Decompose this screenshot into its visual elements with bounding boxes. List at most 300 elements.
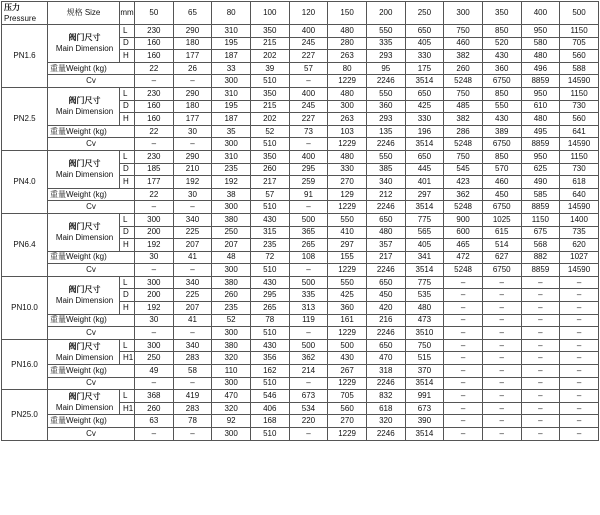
dimension-value-cell: 207: [173, 239, 212, 252]
dimension-value-cell: –: [560, 276, 599, 289]
weight-value-cell: 162: [250, 365, 289, 378]
dimension-value-cell: 335: [289, 289, 328, 302]
dimension-value-cell: 675: [521, 226, 560, 239]
main-dimension-label-en: Main Dimension: [55, 107, 114, 117]
weight-value-cell: 196: [405, 125, 444, 138]
size-header: 规格 Size: [48, 2, 120, 25]
cv-value-cell: 2246: [366, 138, 405, 151]
dimension-row: [2, 87, 599, 100]
weight-value-cell: 48: [212, 251, 251, 264]
main-dimension-label: [48, 276, 120, 314]
size-col-header: 150: [328, 2, 367, 25]
dimension-value-cell: 750: [444, 150, 483, 163]
dimension-value-cell: 380: [212, 339, 251, 352]
cv-value-cell: –: [521, 327, 560, 340]
cv-value-cell: –: [135, 327, 174, 340]
dimension-value-cell: 192: [135, 239, 174, 252]
dimension-code-cell: L: [120, 150, 135, 163]
dimension-code-cell: D: [120, 226, 135, 239]
cv-value-cell: 5248: [444, 201, 483, 214]
dimension-value-cell: 620: [560, 239, 599, 252]
dimension-value-cell: 192: [135, 302, 174, 315]
dimension-code-cell: H: [120, 239, 135, 252]
dimension-value-cell: 330: [405, 113, 444, 126]
dimension-value-cell: 775: [405, 276, 444, 289]
weight-value-cell: 22: [135, 188, 174, 201]
main-dimension-label-cn: 阀门尺寸: [68, 392, 101, 402]
main-dimension-label: [48, 339, 120, 364]
dimension-value-cell: 380: [212, 276, 251, 289]
dimension-value-cell: 445: [405, 163, 444, 176]
cv-value-cell: –: [135, 201, 174, 214]
cv-value-cell: 300: [212, 377, 251, 390]
weight-value-cell: 35: [212, 125, 251, 138]
dimension-value-cell: 177: [135, 176, 174, 189]
dimension-value-cell: 270: [328, 176, 367, 189]
dimension-value-cell: 650: [366, 276, 405, 289]
dimension-value-cell: 200: [135, 289, 174, 302]
dimension-code-cell: D: [120, 289, 135, 302]
dimension-value-cell: 210: [173, 163, 212, 176]
dimension-value-cell: 350: [250, 87, 289, 100]
dimension-value-cell: 405: [405, 37, 444, 50]
dimension-value-cell: 207: [212, 239, 251, 252]
dimension-value-cell: 425: [405, 100, 444, 113]
cv-value-cell: 3514: [405, 75, 444, 88]
cv-label: Cv: [48, 75, 135, 88]
dimension-value-cell: 320: [212, 402, 251, 415]
dimension-value-cell: 202: [250, 113, 289, 126]
size-col-header: 300: [444, 2, 483, 25]
dimension-value-cell: 283: [173, 402, 212, 415]
dimension-value-cell: 245: [289, 37, 328, 50]
weight-value-cell: 627: [482, 251, 521, 264]
dimension-code-cell: L: [120, 213, 135, 226]
cv-value-cell: 510: [250, 75, 289, 88]
weight-value-cell: –: [444, 415, 483, 428]
size-col-header: 200: [366, 2, 405, 25]
weight-value-cell: 168: [250, 415, 289, 428]
dimension-value-cell: 568: [521, 239, 560, 252]
dimension-value-cell: 192: [212, 176, 251, 189]
cv-value-cell: 300: [212, 327, 251, 340]
weight-value-cell: 103: [328, 125, 367, 138]
dimension-value-cell: 520: [482, 37, 521, 50]
pressure-header-en: Pressure: [4, 14, 37, 23]
dimension-value-cell: 382: [444, 113, 483, 126]
cv-value-cell: 1229: [328, 201, 367, 214]
dimension-value-cell: 490: [521, 176, 560, 189]
dimension-value-cell: 550: [328, 276, 367, 289]
dimension-value-cell: 730: [560, 100, 599, 113]
dimension-value-cell: 310: [212, 25, 251, 38]
cv-value-cell: 5248: [444, 75, 483, 88]
dimension-value-cell: 673: [405, 402, 444, 415]
main-dimension-label: [48, 390, 120, 415]
weight-value-cell: 318: [366, 365, 405, 378]
cv-value-cell: –: [173, 75, 212, 88]
dimension-value-cell: 225: [173, 289, 212, 302]
weight-value-cell: 135: [366, 125, 405, 138]
cv-value-cell: –: [560, 377, 599, 390]
cv-value-cell: 2246: [366, 428, 405, 441]
size-col-header: 250: [405, 2, 444, 25]
cv-value-cell: 510: [250, 377, 289, 390]
dimension-value-cell: 430: [482, 113, 521, 126]
dimension-value-cell: 340: [173, 276, 212, 289]
size-col-header: 50: [135, 2, 174, 25]
weight-value-cell: 95: [366, 62, 405, 75]
cv-value-cell: –: [444, 327, 483, 340]
dimension-value-cell: 480: [521, 113, 560, 126]
dimension-value-cell: –: [521, 302, 560, 315]
dimension-value-cell: 775: [405, 213, 444, 226]
dimension-value-cell: 1150: [521, 213, 560, 226]
dimension-value-cell: 1025: [482, 213, 521, 226]
weight-value-cell: 390: [405, 415, 444, 428]
dimension-value-cell: 295: [250, 289, 289, 302]
dimension-value-cell: 560: [560, 50, 599, 63]
cv-value-cell: –: [521, 428, 560, 441]
dimension-value-cell: –: [444, 402, 483, 415]
dimension-value-cell: 300: [135, 276, 174, 289]
dimension-value-cell: 832: [366, 390, 405, 403]
dimension-value-cell: 480: [405, 302, 444, 315]
cv-row: [2, 377, 599, 390]
dimension-code-cell: H: [120, 302, 135, 315]
main-dimension-label-cn: 阀门尺寸: [68, 285, 101, 295]
weight-value-cell: 26: [173, 62, 212, 75]
dimension-value-cell: 550: [366, 87, 405, 100]
weight-value-cell: 80: [328, 62, 367, 75]
dimension-value-cell: 1400: [560, 213, 599, 226]
dimension-value-cell: –: [444, 289, 483, 302]
dimension-value-cell: 480: [328, 150, 367, 163]
dimension-value-cell: 340: [366, 176, 405, 189]
dimension-value-cell: 160: [135, 50, 174, 63]
dimension-value-cell: –: [560, 352, 599, 365]
cv-value-cell: 1229: [328, 377, 367, 390]
dimension-value-cell: 514: [482, 239, 521, 252]
weight-value-cell: 91: [289, 188, 328, 201]
cv-value-cell: –: [135, 377, 174, 390]
dimension-value-cell: 217: [250, 176, 289, 189]
pressure-class-cell: PN4.0: [2, 150, 48, 213]
dimension-value-cell: 235: [212, 302, 251, 315]
weight-value-cell: 73: [289, 125, 328, 138]
cv-value-cell: –: [521, 377, 560, 390]
weight-value-cell: 1027: [560, 251, 599, 264]
weight-value-cell: 450: [482, 188, 521, 201]
valve-spec-table: [1, 1, 599, 441]
weight-value-cell: 22: [135, 62, 174, 75]
pressure-class-cell: PN6.4: [2, 213, 48, 276]
weight-value-cell: 220: [289, 415, 328, 428]
weight-value-cell: 57: [250, 188, 289, 201]
dimension-value-cell: 368: [135, 390, 174, 403]
weight-value-cell: –: [521, 415, 560, 428]
weight-value-cell: 216: [366, 314, 405, 327]
dimension-value-cell: –: [521, 352, 560, 365]
dimension-value-cell: –: [521, 289, 560, 302]
dimension-value-cell: 650: [405, 25, 444, 38]
dimension-value-cell: 750: [444, 25, 483, 38]
weight-value-cell: 286: [444, 125, 483, 138]
dimension-value-cell: 430: [482, 50, 521, 63]
size-col-header: 100: [250, 2, 289, 25]
dimension-value-cell: –: [444, 339, 483, 352]
cv-value-cell: –: [173, 327, 212, 340]
cv-value-cell: 6750: [482, 264, 521, 277]
dimension-value-cell: 650: [405, 87, 444, 100]
dimension-value-cell: 735: [560, 226, 599, 239]
dimension-row: [2, 276, 599, 289]
cv-value-cell: 14590: [560, 264, 599, 277]
cv-value-cell: –: [482, 327, 521, 340]
dimension-value-cell: 1150: [560, 87, 599, 100]
dimension-value-cell: 382: [444, 50, 483, 63]
cv-value-cell: 300: [212, 75, 251, 88]
dimension-row: [2, 150, 599, 163]
dimension-value-cell: 570: [482, 163, 521, 176]
dimension-value-cell: 546: [250, 390, 289, 403]
weight-value-cell: 882: [521, 251, 560, 264]
dimension-value-cell: 227: [289, 113, 328, 126]
weight-value-cell: –: [482, 365, 521, 378]
weight-value-cell: 52: [250, 125, 289, 138]
dimension-value-cell: –: [560, 402, 599, 415]
size-col-header: 350: [482, 2, 521, 25]
cv-value-cell: –: [560, 428, 599, 441]
weight-value-cell: 161: [328, 314, 367, 327]
weight-value-cell: 57: [289, 62, 328, 75]
weight-row: [2, 188, 599, 201]
dimension-row: [2, 390, 599, 403]
dimension-value-cell: –: [482, 302, 521, 315]
dimension-value-cell: –: [482, 352, 521, 365]
dimension-code-cell: H: [120, 50, 135, 63]
pressure-header: [2, 2, 48, 25]
weight-label: 重量Weight (kg): [48, 314, 135, 327]
dimension-value-cell: 850: [482, 87, 521, 100]
cv-value-cell: 510: [250, 327, 289, 340]
cv-value-cell: –: [173, 201, 212, 214]
weight-value-cell: –: [482, 314, 521, 327]
dimension-value-cell: 410: [328, 226, 367, 239]
weight-value-cell: –: [521, 365, 560, 378]
cv-value-cell: –: [289, 428, 328, 441]
weight-value-cell: 641: [560, 125, 599, 138]
dimension-value-cell: 260: [212, 289, 251, 302]
weight-value-cell: 110: [212, 365, 251, 378]
dimension-value-cell: 259: [289, 176, 328, 189]
dimension-value-cell: 180: [173, 37, 212, 50]
dimension-value-cell: 423: [444, 176, 483, 189]
weight-value-cell: 72: [250, 251, 289, 264]
dimension-value-cell: 550: [328, 213, 367, 226]
dimension-value-cell: 850: [482, 25, 521, 38]
weight-value-cell: –: [521, 314, 560, 327]
dimension-value-cell: 245: [289, 100, 328, 113]
cv-value-cell: 6750: [482, 138, 521, 151]
weight-value-cell: 38: [212, 188, 251, 201]
dimension-value-cell: 400: [289, 87, 328, 100]
cv-value-cell: 2246: [366, 377, 405, 390]
cv-row: [2, 201, 599, 214]
cv-value-cell: 8859: [521, 264, 560, 277]
dimension-value-cell: 340: [173, 213, 212, 226]
main-dimension-label-en: Main Dimension: [55, 44, 114, 54]
dimension-value-cell: 260: [135, 402, 174, 415]
dimension-value-cell: 470: [212, 390, 251, 403]
weight-value-cell: 341: [405, 251, 444, 264]
dimension-value-cell: 460: [482, 176, 521, 189]
weight-value-cell: 472: [444, 251, 483, 264]
dimension-value-cell: 300: [135, 213, 174, 226]
dimension-value-cell: 230: [135, 25, 174, 38]
dimension-value-cell: 160: [135, 100, 174, 113]
weight-value-cell: 41: [173, 314, 212, 327]
dimension-code-cell: D: [120, 163, 135, 176]
dimension-code-cell: L: [120, 276, 135, 289]
dimension-value-cell: 356: [250, 352, 289, 365]
cv-value-cell: –: [444, 377, 483, 390]
cv-value-cell: –: [135, 264, 174, 277]
main-dimension-label-en: Main Dimension: [55, 233, 114, 243]
dimension-value-cell: 500: [289, 339, 328, 352]
cv-label: Cv: [48, 201, 135, 214]
dimension-value-cell: 320: [212, 352, 251, 365]
main-dimension-label: [48, 213, 120, 251]
dimension-value-cell: 310: [212, 87, 251, 100]
weight-value-cell: –: [444, 314, 483, 327]
dimension-value-cell: 400: [289, 25, 328, 38]
dimension-value-cell: 405: [405, 239, 444, 252]
dimension-value-cell: 330: [405, 50, 444, 63]
cv-value-cell: 6750: [482, 75, 521, 88]
weight-value-cell: 270: [328, 415, 367, 428]
dimension-value-cell: 160: [135, 113, 174, 126]
dimension-value-cell: 187: [212, 50, 251, 63]
cv-row: [2, 327, 599, 340]
cv-value-cell: –: [173, 264, 212, 277]
dimension-value-cell: 460: [444, 37, 483, 50]
dimension-value-cell: 730: [560, 163, 599, 176]
dimension-value-cell: –: [482, 390, 521, 403]
dimension-value-cell: 991: [405, 390, 444, 403]
cv-value-cell: –: [135, 428, 174, 441]
dimension-value-cell: 385: [366, 163, 405, 176]
dimension-value-cell: 360: [366, 100, 405, 113]
dimension-value-cell: 207: [173, 302, 212, 315]
dimension-value-cell: 293: [366, 113, 405, 126]
dimension-value-cell: 480: [328, 87, 367, 100]
weight-label: 重量Weight (kg): [48, 188, 135, 201]
dimension-value-cell: 545: [444, 163, 483, 176]
dimension-value-cell: 225: [173, 226, 212, 239]
weight-value-cell: 58: [173, 365, 212, 378]
weight-value-cell: 260: [444, 62, 483, 75]
dimension-value-cell: 280: [328, 37, 367, 50]
dimension-value-cell: –: [560, 302, 599, 315]
cv-value-cell: –: [289, 75, 328, 88]
cv-label: Cv: [48, 264, 135, 277]
weight-label: 重量Weight (kg): [48, 62, 135, 75]
cv-value-cell: 6750: [482, 201, 521, 214]
main-dimension-label-en: Main Dimension: [55, 170, 114, 180]
dimension-row: [2, 213, 599, 226]
cv-value-cell: 8859: [521, 75, 560, 88]
spec-table-container: [1, 1, 598, 441]
dimension-value-cell: –: [482, 289, 521, 302]
dimension-value-cell: 335: [366, 37, 405, 50]
cv-label: Cv: [48, 327, 135, 340]
dimension-code-cell: L: [120, 25, 135, 38]
dimension-value-cell: –: [444, 276, 483, 289]
cv-value-cell: 5248: [444, 138, 483, 151]
dimension-value-cell: 419: [173, 390, 212, 403]
dimension-value-cell: 180: [173, 100, 212, 113]
main-dimension-label: [48, 87, 120, 125]
dimension-value-cell: 177: [173, 50, 212, 63]
dimension-code-cell: L: [120, 390, 135, 403]
cv-value-cell: 3514: [405, 377, 444, 390]
dimension-value-cell: 380: [212, 213, 251, 226]
weight-value-cell: 49: [135, 365, 174, 378]
weight-value-cell: 370: [405, 365, 444, 378]
dimension-value-cell: 750: [444, 87, 483, 100]
dimension-value-cell: 300: [135, 339, 174, 352]
dimension-value-cell: 550: [482, 100, 521, 113]
cv-value-cell: –: [173, 377, 212, 390]
weight-row: [2, 62, 599, 75]
dimension-value-cell: 350: [250, 25, 289, 38]
weight-value-cell: 41: [173, 251, 212, 264]
weight-value-cell: –: [560, 365, 599, 378]
weight-value-cell: 175: [405, 62, 444, 75]
pressure-class-cell: PN10.0: [2, 276, 48, 339]
dimension-value-cell: 360: [328, 302, 367, 315]
cv-value-cell: –: [560, 327, 599, 340]
weight-value-cell: 585: [521, 188, 560, 201]
main-dimension-label-cn: 阀门尺寸: [68, 341, 101, 351]
dimension-code-cell: L: [120, 339, 135, 352]
dimension-value-cell: 192: [173, 176, 212, 189]
dimension-value-cell: 565: [405, 226, 444, 239]
dimension-value-cell: 230: [135, 150, 174, 163]
cv-value-cell: –: [173, 428, 212, 441]
dimension-value-cell: 215: [250, 100, 289, 113]
dimension-value-cell: 263: [328, 50, 367, 63]
main-dimension-label-en: Main Dimension: [55, 296, 114, 306]
dimension-value-cell: 615: [482, 226, 521, 239]
weight-row: [2, 415, 599, 428]
dimension-value-cell: –: [521, 339, 560, 352]
cv-value-cell: 8859: [521, 201, 560, 214]
main-dimension-label-cn: 阀门尺寸: [68, 96, 101, 106]
dimension-value-cell: –: [521, 402, 560, 415]
size-col-header: 400: [521, 2, 560, 25]
dimension-value-cell: 535: [405, 289, 444, 302]
cv-label: Cv: [48, 138, 135, 151]
pressure-class-cell: PN16.0: [2, 339, 48, 389]
weight-value-cell: 362: [444, 188, 483, 201]
cv-value-cell: –: [135, 138, 174, 151]
weight-value-cell: 39: [250, 62, 289, 75]
dimension-value-cell: 350: [250, 150, 289, 163]
cv-value-cell: 300: [212, 201, 251, 214]
dimension-value-cell: 900: [444, 213, 483, 226]
